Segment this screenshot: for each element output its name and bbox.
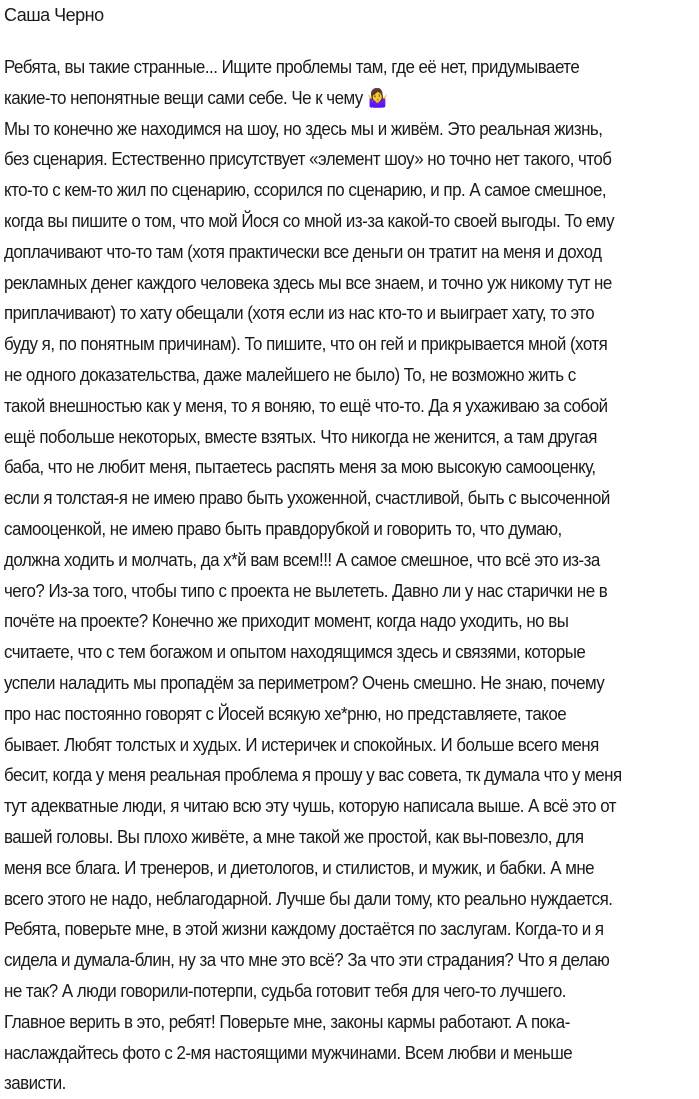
text-line: кто-то с кем-то жил по сценарию, ссорился по сценарию, и пр. А самое смешное, — [4, 180, 607, 201]
text-line: вашей головы. Вы плохо живёте, а мне такой же простой, как вы-повезло, для — [4, 826, 584, 847]
text-line: такой внешностью как у меня, то я воняю, то ещё что-то. Да я ухаживаю за собой — [4, 395, 608, 416]
text-line: не так? А люди говорили-потерпи, судьба готовит тебя для чего-то лучшего. — [4, 980, 566, 1001]
text-line: приплачивают) то хату обещали (хотя если из нас кто-то и выиграет хату, то это — [4, 303, 595, 324]
text-line: Ребята, поверьте мне, в этой жизни каждому достаётся по заслугам. Когда-то и я — [4, 919, 604, 940]
text-line: зависти. — [4, 1073, 66, 1094]
text-line: Мы то конечно же находимся на шоу, но здесь мы и живём. Это реальная жизнь, — [4, 118, 603, 139]
text-line: чего? Из-за того, чтобы типо с проекта не вылететь. Давно ли у нас старички не в — [4, 580, 608, 601]
text-line: когда вы пишите о том, что мой Йося со мной из-за какой-то своей выгоды. То ему — [4, 210, 615, 231]
text-span: какие-то непонятные вещи сами себе. Че к чему — [4, 87, 363, 108]
text-line: если я толстая-я не имею право быть ухоженной, счастливой, быть с высоченной — [4, 488, 610, 509]
text-line: буду я, по понятным причинам). То пишите, что он гей и прикрывается мной (хотя — [4, 334, 608, 355]
text-line: наслаждайтесь фото с 2-мя настоящими мужчинами. Всем любви и меньше — [4, 1042, 573, 1063]
text-line: считаете, что с тем богажом и опытом находящимся здесь и связями, которые — [4, 642, 586, 663]
author-name: Саша Черно — [4, 5, 104, 25]
text-line: не одного доказательства, даже малейшего не было) То, не возможно жить с — [4, 364, 576, 385]
text-line: самооценкой, не имею право быть правдорубкой и говорить то, что думаю, — [4, 518, 562, 539]
text-line: доплачивают что-то там (хотя практически все деньги он тратит на меня и доход — [4, 241, 602, 262]
text-line: меня все блага. И тренеров, и диетологов, и стилистов, и мужик, и бабки. А мне — [4, 857, 595, 878]
text-line: всего этого не надо, неблагодарной. Лучше бы дали тому, кто реально нуждается. — [4, 888, 613, 909]
text-line: Ребята, вы такие странные... Ищите проблемы там, где её нет, придумываете — [4, 57, 580, 77]
text-line: про нас постоянно говорят с Йосей всякую хе*рню, но представляете, такое — [4, 703, 567, 724]
text-line: бывает. Любят толстых и худых. И истеричек и спокойных. И больше всего меня — [4, 734, 599, 755]
text-line: без сценария. Естественно присутствует «элемент шоу» но точно нет такого, чтоб — [4, 149, 612, 170]
post-body — [4, 52, 699, 1099]
text-line: ещё побольше некоторых, вместе взятых. Что никогда не женится, а там другая — [4, 426, 597, 447]
woman-shrugging-icon: 🤷‍♀️ — [366, 87, 388, 108]
text-line — [4, 83, 650, 114]
text-line: почёте на проекте? Конечно же приходит момент, когда надо уходить, но вы — [4, 611, 569, 632]
text-line: баба, что не любит меня, пытаетесь распять меня за мою высокую самооценку, — [4, 457, 596, 478]
text-line: Главное верить в это, ребят! Поверьте мне, законы кармы работают. А пока- — [4, 1011, 570, 1032]
text-line: сидела и думала-блин, ну за что мне это всё? За что эти страдания? Что я делаю — [4, 950, 610, 971]
text-line: тут адекватные люди, я читаю всю эту чушь, которую написала выше. А всё это от — [4, 796, 617, 817]
text-line: рекламных денег каждого человека здесь мы все знаем, и точно уж никому тут не — [4, 272, 612, 293]
text-line: успели наладить мы пропадём за периметром? Очень смешно. Не знаю, почему — [4, 672, 605, 693]
text-line: должна ходить и молчать, да х*й вам всем!!! А самое смешное, что всё это из-за — [4, 549, 600, 570]
text-line: бесит, когда у меня реальная проблема я прошу у вас совета, тк думала что у меня — [4, 765, 622, 786]
